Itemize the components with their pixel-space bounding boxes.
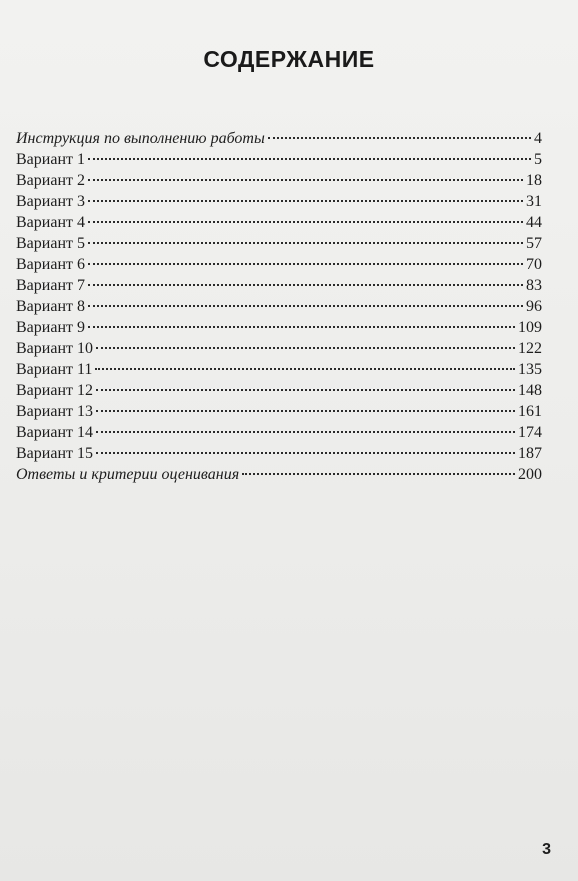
dot-leader bbox=[242, 473, 515, 475]
toc-entry-page: 57 bbox=[526, 235, 542, 252]
dot-leader bbox=[88, 284, 523, 286]
dot-leader bbox=[96, 389, 515, 391]
toc-entry-page: 174 bbox=[518, 424, 542, 441]
toc-entry-label: Вариант 13 bbox=[16, 403, 93, 420]
toc-entry-label: Вариант 15 bbox=[16, 445, 93, 462]
toc-entry-page: 4 bbox=[534, 130, 542, 147]
dot-leader bbox=[88, 242, 523, 244]
toc-entry-label: Вариант 5 bbox=[16, 235, 85, 252]
toc-entry-page: 161 bbox=[518, 403, 542, 420]
toc-entry-label: Вариант 7 bbox=[16, 277, 85, 294]
toc-entry-page: 44 bbox=[526, 214, 542, 231]
toc-entry bbox=[16, 464, 542, 485]
dot-leader bbox=[96, 431, 515, 433]
toc-entry bbox=[16, 422, 542, 443]
toc-entry-page: 148 bbox=[518, 382, 542, 399]
toc-entry-label: Вариант 14 bbox=[16, 424, 93, 441]
toc-entry-page: 122 bbox=[518, 340, 542, 357]
toc-entry-label: Вариант 11 bbox=[16, 361, 93, 378]
toc-entry bbox=[16, 128, 542, 149]
toc-entry-label: Вариант 2 bbox=[16, 172, 85, 189]
dot-leader bbox=[96, 452, 515, 454]
toc-entry-page: 5 bbox=[534, 151, 542, 168]
toc-entry-label: Вариант 10 bbox=[16, 340, 93, 357]
toc-entry-label: Вариант 4 bbox=[16, 214, 85, 231]
toc-entry-page: 109 bbox=[518, 319, 542, 336]
toc-entry bbox=[16, 149, 542, 170]
dot-leader bbox=[268, 137, 531, 139]
toc-entry bbox=[16, 338, 542, 359]
dot-leader bbox=[96, 410, 515, 412]
toc-entry-page: 31 bbox=[526, 193, 542, 210]
toc-entry bbox=[16, 317, 542, 338]
dot-leader bbox=[95, 368, 515, 370]
toc-entry bbox=[16, 401, 542, 422]
toc-entry-page: 96 bbox=[526, 298, 542, 315]
toc-entry bbox=[16, 233, 542, 254]
dot-leader bbox=[88, 263, 523, 265]
toc-entry-label: Инструкция по выполнению работы bbox=[16, 130, 265, 147]
toc-entry bbox=[16, 170, 542, 191]
dot-leader bbox=[88, 179, 523, 181]
toc-entry bbox=[16, 254, 542, 275]
dot-leader bbox=[88, 200, 523, 202]
toc-entry-page: 187 bbox=[518, 445, 542, 462]
page-number: 3 bbox=[542, 841, 551, 858]
dot-leader bbox=[88, 158, 531, 160]
toc-entry bbox=[16, 380, 542, 401]
toc-entry-page: 200 bbox=[518, 466, 542, 483]
toc-entry-label: Вариант 3 bbox=[16, 193, 85, 210]
toc-entry-label: Вариант 8 bbox=[16, 298, 85, 315]
toc-entry-label: Вариант 6 bbox=[16, 256, 85, 273]
toc-entry-label: Ответы и критерии оценивания bbox=[16, 466, 240, 483]
toc-entry-page: 70 bbox=[526, 256, 542, 273]
toc-entry bbox=[16, 275, 542, 296]
dot-leader bbox=[88, 326, 515, 328]
toc-entry-page: 18 bbox=[526, 172, 542, 189]
dot-leader bbox=[88, 305, 523, 307]
toc-entry bbox=[16, 443, 542, 464]
toc-entry-label: Вариант 12 bbox=[16, 382, 93, 399]
toc-entry bbox=[16, 212, 542, 233]
toc-entry bbox=[16, 359, 542, 380]
toc-entry-page: 83 bbox=[526, 277, 542, 294]
table-of-contents bbox=[16, 128, 542, 485]
toc-entry bbox=[16, 296, 542, 317]
toc-entry-label: Вариант 9 bbox=[16, 319, 85, 336]
toc-entry-page: 135 bbox=[518, 361, 542, 378]
dot-leader bbox=[88, 221, 523, 223]
dot-leader bbox=[96, 347, 515, 349]
toc-entry bbox=[16, 191, 542, 212]
page-title: СОДЕРЖАНИЕ bbox=[203, 46, 375, 72]
toc-entry-label: Вариант 1 bbox=[16, 151, 85, 168]
